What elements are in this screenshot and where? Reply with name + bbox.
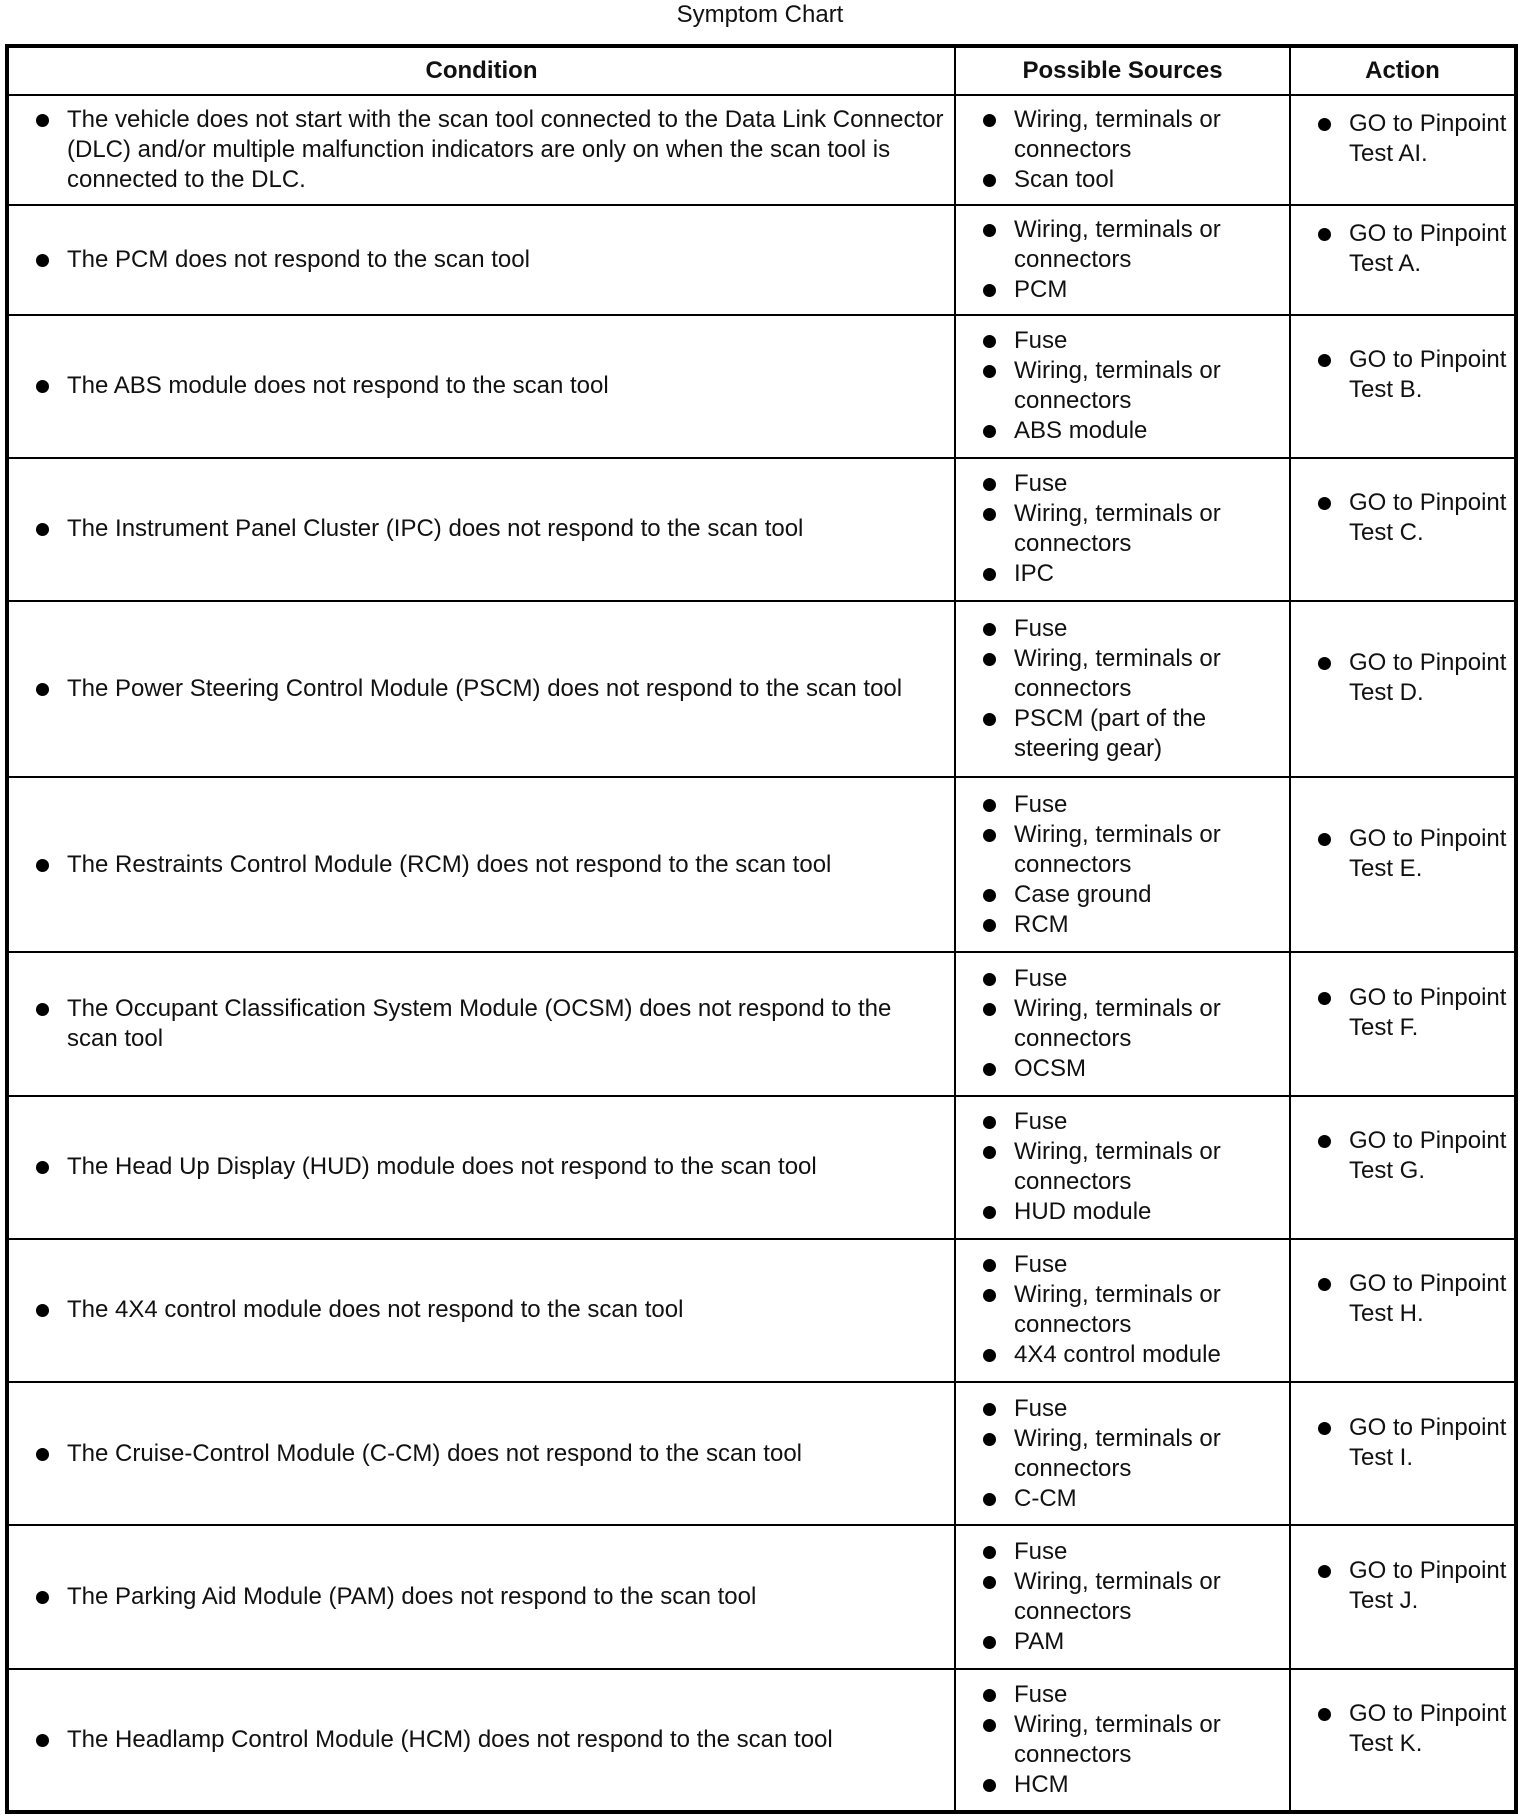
source-item: Fuse (956, 326, 1289, 356)
source-item: Wiring, terminals or connectors (956, 356, 1289, 416)
condition-list (9, 245, 954, 275)
symptom-chart-table (5, 44, 1518, 1814)
possible-sources-cell (955, 777, 1290, 953)
header-row (7, 46, 1516, 95)
action-list (1291, 345, 1514, 405)
condition-list (9, 850, 954, 880)
action-list (1291, 1269, 1514, 1329)
action-cell (1290, 95, 1516, 205)
condition-cell (7, 458, 955, 601)
condition-list (9, 1582, 954, 1612)
source-item: Case ground (956, 880, 1289, 910)
source-item: C-CM (956, 1484, 1289, 1514)
condition-text: The 4X4 control module does not respond to the scan tool (9, 1295, 954, 1325)
sources-list (956, 790, 1289, 940)
source-item: Fuse (956, 790, 1289, 820)
source-item: Fuse (956, 469, 1289, 499)
source-item: Fuse (956, 1107, 1289, 1137)
chart-caption: Symptom Chart (676, 1, 844, 28)
header-action: Action (1290, 46, 1516, 95)
action-text: GO to Pinpoint Test A. (1291, 219, 1514, 279)
action-list (1291, 648, 1514, 708)
action-list (1291, 1556, 1514, 1616)
action-cell (1290, 1525, 1516, 1668)
action-text: GO to Pinpoint Test K. (1291, 1699, 1514, 1759)
source-item: PSCM (part of the steering gear) (956, 704, 1289, 764)
condition-cell (7, 1239, 955, 1382)
table-row (7, 777, 1516, 953)
source-item: IPC (956, 559, 1289, 589)
source-item: Wiring, terminals or connectors (956, 1424, 1289, 1484)
action-cell (1290, 1239, 1516, 1382)
action-text: GO to Pinpoint Test I. (1291, 1413, 1514, 1473)
condition-cell (7, 1382, 955, 1525)
table-row (7, 95, 1516, 205)
table-row (7, 601, 1516, 777)
possible-sources-cell (955, 205, 1290, 315)
source-item: Wiring, terminals or connectors (956, 1710, 1289, 1770)
action-list (1291, 219, 1514, 279)
action-text: GO to Pinpoint Test B. (1291, 345, 1514, 405)
condition-cell (7, 95, 955, 205)
sources-list (956, 614, 1289, 764)
source-item: Fuse (956, 1250, 1289, 1280)
action-list (1291, 488, 1514, 548)
action-cell (1290, 315, 1516, 458)
action-list (1291, 109, 1514, 169)
condition-cell (7, 952, 955, 1095)
condition-text: The ABS module does not respond to the scan tool (9, 371, 954, 401)
action-text: GO to Pinpoint Test F. (1291, 983, 1514, 1043)
sources-list (956, 215, 1289, 305)
condition-text: The PCM does not respond to the scan tool (9, 245, 954, 275)
condition-cell (7, 1096, 955, 1239)
condition-text: The Occupant Classification System Module (OCSM) does not respond to the scan tool (9, 994, 954, 1054)
source-item: Wiring, terminals or connectors (956, 1280, 1289, 1340)
condition-cell (7, 601, 955, 777)
source-item: HUD module (956, 1197, 1289, 1227)
source-item: PCM (956, 275, 1289, 305)
table-row (7, 315, 1516, 458)
possible-sources-cell (955, 1096, 1290, 1239)
source-item: Fuse (956, 1680, 1289, 1710)
condition-text: The Headlamp Control Module (HCM) does not respond to the scan tool (9, 1725, 954, 1755)
action-text: GO to Pinpoint Test J. (1291, 1556, 1514, 1616)
possible-sources-cell (955, 601, 1290, 777)
source-item: Wiring, terminals or connectors (956, 215, 1289, 275)
action-text: GO to Pinpoint Test G. (1291, 1126, 1514, 1186)
table-row (7, 205, 1516, 315)
source-item: Fuse (956, 614, 1289, 644)
source-item: ABS module (956, 416, 1289, 446)
condition-list (9, 1439, 954, 1469)
possible-sources-cell (955, 1669, 1290, 1812)
condition-cell (7, 205, 955, 315)
source-item: Wiring, terminals or connectors (956, 105, 1289, 165)
action-list (1291, 1699, 1514, 1759)
source-item: HCM (956, 1770, 1289, 1800)
action-text: GO to Pinpoint Test D. (1291, 648, 1514, 708)
source-item: Scan tool (956, 165, 1289, 195)
action-text: GO to Pinpoint Test E. (1291, 824, 1514, 884)
condition-list (9, 514, 954, 544)
sources-list (956, 1107, 1289, 1227)
condition-cell (7, 315, 955, 458)
action-cell (1290, 777, 1516, 953)
table-row (7, 1382, 1516, 1525)
table-row (7, 1525, 1516, 1668)
possible-sources-cell (955, 952, 1290, 1095)
table-body (7, 95, 1516, 1812)
header-possible-sources: Possible Sources (955, 46, 1290, 95)
condition-cell (7, 1669, 955, 1812)
condition-text: The Parking Aid Module (PAM) does not respond to the scan tool (9, 1582, 954, 1612)
table-row (7, 1669, 1516, 1812)
action-cell (1290, 1096, 1516, 1239)
condition-cell (7, 777, 955, 953)
source-item: 4X4 control module (956, 1340, 1289, 1370)
possible-sources-cell (955, 95, 1290, 205)
action-cell (1290, 205, 1516, 315)
sources-list (956, 1250, 1289, 1370)
action-list (1291, 1126, 1514, 1186)
source-item: Wiring, terminals or connectors (956, 644, 1289, 704)
action-cell (1290, 458, 1516, 601)
sources-list (956, 1537, 1289, 1657)
action-text: GO to Pinpoint Test C. (1291, 488, 1514, 548)
header-condition: Condition (7, 46, 955, 95)
source-item: Wiring, terminals or connectors (956, 499, 1289, 559)
condition-text: The Power Steering Control Module (PSCM) does not respond to the scan tool (9, 674, 954, 704)
table-row (7, 952, 1516, 1095)
sources-list (956, 469, 1289, 589)
condition-text: The Restraints Control Module (RCM) does not respond to the scan tool (9, 850, 954, 880)
condition-list (9, 1295, 954, 1325)
action-text: GO to Pinpoint Test H. (1291, 1269, 1514, 1329)
possible-sources-cell (955, 1525, 1290, 1668)
source-item: Wiring, terminals or connectors (956, 1137, 1289, 1197)
sources-list (956, 964, 1289, 1084)
sources-list (956, 326, 1289, 446)
sources-list (956, 1680, 1289, 1800)
source-item: Fuse (956, 1394, 1289, 1424)
table-row (7, 1239, 1516, 1382)
condition-text: The vehicle does not start with the scan tool connected to the Data Link Connector (DLC) and/or multiple malfunction indicators are only on when the scan tool is connected to the DLC. (9, 105, 954, 195)
source-item: PAM (956, 1627, 1289, 1657)
sources-list (956, 105, 1289, 195)
condition-list (9, 371, 954, 401)
action-text: GO to Pinpoint Test AI. (1291, 109, 1514, 169)
source-item: Wiring, terminals or connectors (956, 1567, 1289, 1627)
condition-list (9, 1725, 954, 1755)
source-item: Fuse (956, 964, 1289, 994)
possible-sources-cell (955, 315, 1290, 458)
action-cell (1290, 601, 1516, 777)
action-list (1291, 824, 1514, 884)
action-list (1291, 983, 1514, 1043)
table-row (7, 458, 1516, 601)
source-item: OCSM (956, 1054, 1289, 1084)
table-row (7, 1096, 1516, 1239)
source-item: Fuse (956, 1537, 1289, 1567)
action-cell (1290, 1382, 1516, 1525)
possible-sources-cell (955, 458, 1290, 601)
action-cell (1290, 1669, 1516, 1812)
table-header (7, 46, 1516, 95)
condition-list (9, 105, 954, 195)
condition-list (9, 1152, 954, 1182)
condition-text: The Instrument Panel Cluster (IPC) does not respond to the scan tool (9, 514, 954, 544)
sources-list (956, 1394, 1289, 1514)
condition-cell (7, 1525, 955, 1668)
action-list (1291, 1413, 1514, 1473)
source-item: Wiring, terminals or connectors (956, 820, 1289, 880)
possible-sources-cell (955, 1382, 1290, 1525)
condition-list (9, 994, 954, 1054)
condition-list (9, 674, 954, 704)
source-item: Wiring, terminals or connectors (956, 994, 1289, 1054)
possible-sources-cell (955, 1239, 1290, 1382)
condition-text: The Cruise-Control Module (C-CM) does not respond to the scan tool (9, 1439, 954, 1469)
action-cell (1290, 952, 1516, 1095)
source-item: RCM (956, 910, 1289, 940)
condition-text: The Head Up Display (HUD) module does not respond to the scan tool (9, 1152, 954, 1182)
